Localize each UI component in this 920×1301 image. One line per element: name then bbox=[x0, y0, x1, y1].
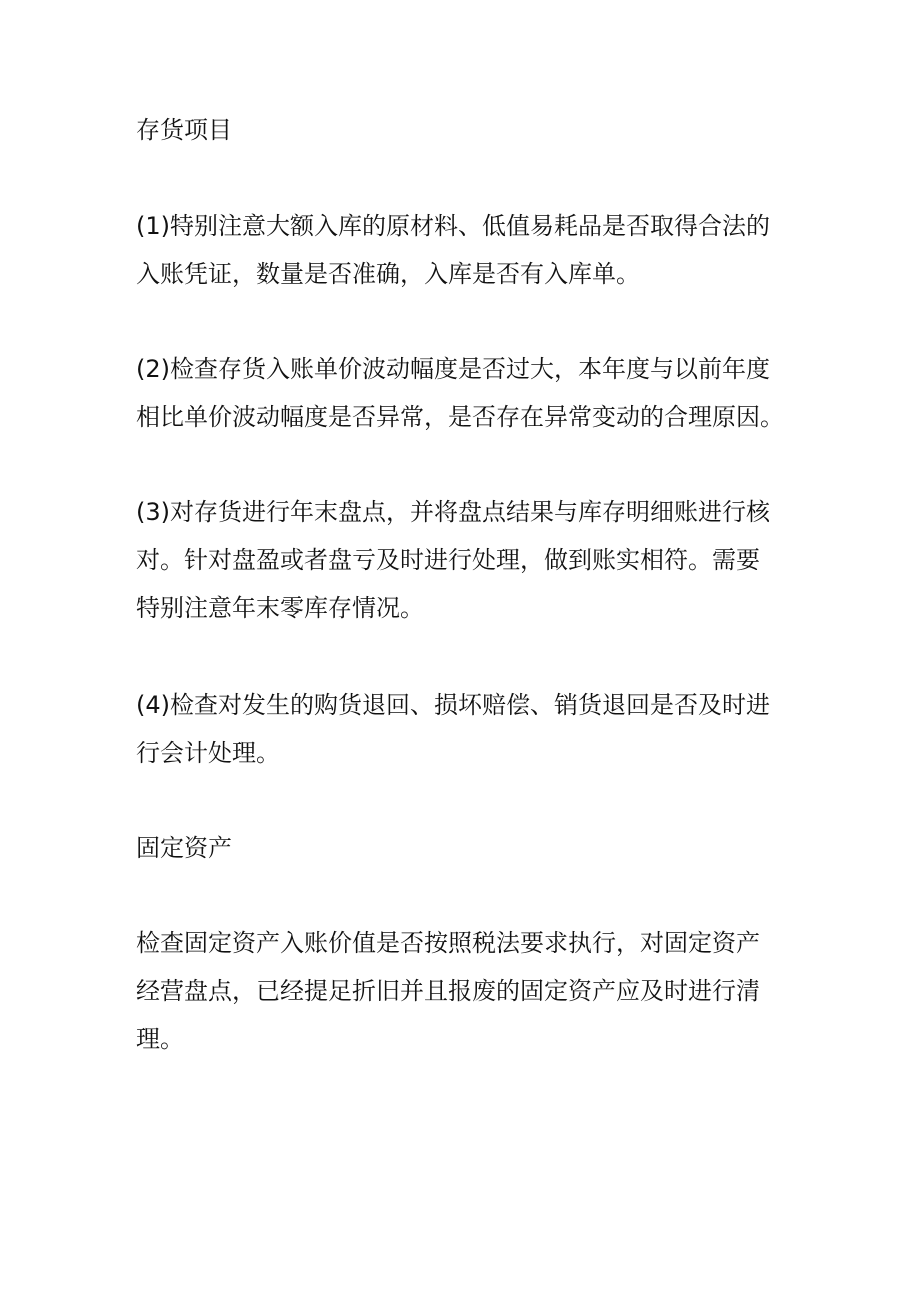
inventory-paragraph-1 bbox=[136, 202, 796, 298]
section-heading-inventory bbox=[136, 106, 796, 154]
heading-text: 固定资产 bbox=[136, 834, 232, 862]
paragraph-line: 对。针对盘盈或者盘亏及时进行处理，做到账实相符。需要 bbox=[136, 546, 760, 574]
fixed-assets-paragraph-1 bbox=[136, 919, 796, 1063]
heading-text: 存货项目 bbox=[136, 116, 232, 144]
section-heading-fixed-assets bbox=[136, 824, 796, 872]
paragraph-line: 行会计处理。 bbox=[136, 739, 280, 767]
paragraph-line: 检查固定资产入账价值是否按照税法要求执行，对固定资产 bbox=[136, 929, 760, 957]
paragraph-line: 特别注意年末零库存情况。 bbox=[136, 594, 424, 622]
paragraph-line: (1)特别注意大额入库的原材料、低值易耗品是否取得合法的 bbox=[136, 212, 770, 240]
inventory-paragraph-2 bbox=[136, 345, 796, 441]
paragraph-line: (2)检查存货入账单价波动幅度是否过大，本年度与以前年度 bbox=[136, 355, 770, 383]
paragraph-line: 经营盘点，已经提足折旧并且报废的固定资产应及时进行清 bbox=[136, 977, 760, 1005]
paragraph-line: 入账凭证，数量是否准确，入库是否有入库单。 bbox=[136, 260, 640, 288]
inventory-paragraph-3 bbox=[136, 488, 796, 632]
paragraph-line: 相比单价波动幅度是否异常，是否存在异常变动的合理原因。 bbox=[136, 403, 784, 431]
inventory-paragraph-4 bbox=[136, 681, 796, 777]
paragraph-line: (3)对存货进行年末盘点，并将盘点结果与库存明细账进行核 bbox=[136, 498, 770, 526]
paragraph-line: (4)检查对发生的购货退回、损坏赔偿、销货退回是否及时进 bbox=[136, 691, 770, 719]
paragraph-line: 理。 bbox=[136, 1025, 184, 1053]
